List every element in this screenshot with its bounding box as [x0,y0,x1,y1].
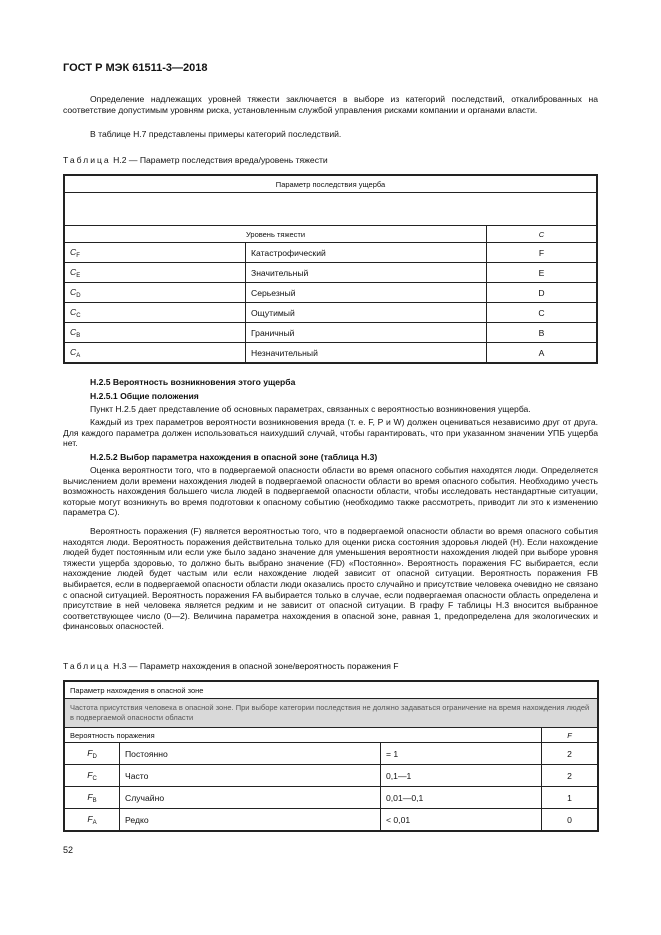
row-code: $F_C$ [64,765,120,787]
table1-caption [63,155,328,165]
row-name: Часто [120,765,381,787]
paragraph-exposure: Вероятность поражения (F) является вероятностью того, что в подвергаемой опасности области во время опасного события находятся люди. Вероятность поражения действительна только для оценки риска состояния здоровья людей (H). Если нахождение людей будет постоянным или если уже было задано значение для уменьшения вероятности нахождения людей при выборе уровня тяжести ущерба здоровью, то должно быть выбрано значение (FD) «Постоянно». Вероятность поражения FC выбирается, если нахождение людей будет частым или если нахождение людей зависит от опасной ситуации. Вероятность поражения FB выбирается, если в подвергаемой опасности области люди оказались просто случайно и присутствие человека очевидно не связано с опасной ситуацией. Вероятность поражения FA выбирается только в случае, если подвергаемая опасности область определена и присутствие в ней человека является редким и не зависит от опасной ситуации. В графу F таблицы Н.3 вносится выбранное соответствующее число (0—2). Величина параметра нахождения в опасной зоне, равная 1, предопределена для экологических и финансовых опасностей. [63,526,598,632]
section-heading-h25: Н.2.5 Вероятность возникновения этого ущерба [90,377,296,387]
table1-blank-row [64,193,597,226]
row-range: 0,1—1 [381,765,542,787]
caption-word: Таблица [63,661,111,671]
table-row [64,303,597,323]
row-value: F [487,243,598,263]
caption-text: Н.2 — Параметр последствия вреда/уровень тяжести [113,155,328,165]
section-heading-h251: Н.2.5.1 Общие положения [90,391,199,401]
row-name: Ощутимый [246,303,487,323]
row-range: < 0,01 [381,809,542,832]
severity-table [63,174,598,364]
exposure-table [63,680,599,832]
table2-col-f: F [542,728,599,743]
table-row [64,283,597,303]
row-value: E [487,263,598,283]
row-name: Постоянно [120,743,381,765]
row-value: 2 [542,743,599,765]
table1-header: Параметр последствия ущерба [64,175,597,193]
row-value: 2 [542,765,599,787]
row-code: $C_A$ [64,343,246,364]
paragraph-occupancy: Оценка вероятности того, что в подвергаемой опасности области во время опасного события находятся люди. Определяется вычислением доли времени нахождения людей в подвергаемой опасности области во время опасного события. Необходимо учесть возможность нахождения большего числа людей в подвергаемой опасности области, чтобы исследовать нестандартные ситуации, которые могут возникнуть во время подготовки к опасному событию (необходимо также рассмотреть, приводит ли это к изменению параметра C). [63,465,598,518]
row-value: D [487,283,598,303]
table1-col-level: Уровень тяжести [64,226,487,243]
row-code: $C_D$ [64,283,246,303]
row-code: $F_D$ [64,743,120,765]
table-row [64,787,598,809]
table2-header: Параметр нахождения в опасной зоне [64,681,598,699]
table-row [64,343,597,364]
document-header: ГОСТ Р МЭК 61511-3—2018 [63,62,208,74]
row-value: C [487,303,598,323]
table-row [64,765,598,787]
intro-paragraph: Определение надлежащих уровней тяжести заключается в выборе из категорий последствий, откалиброванных на соответствие допустимым уровням риска, установленным службой управления рисками компании и органами власти. [63,94,598,115]
row-name: Редко [120,809,381,832]
row-name: Значительный [246,263,487,283]
row-code: $F_B$ [64,787,120,809]
row-name: Незначительный [246,343,487,364]
row-code: $F_A$ [64,809,120,832]
table2-caption [63,661,398,671]
row-code: $C_E$ [64,263,246,283]
paragraph-parameters: Каждый из трех параметров вероятности возникновения вреда (т. е. F, P и W) должен оцениваться независимо друг от друга. Для каждого параметра должен использоваться наихудший случай, чтобы гарантировать, что при указанном значении УПБ ущерба нет. [63,417,598,449]
row-value: B [487,323,598,343]
table-row [64,263,597,283]
row-value: 0 [542,809,599,832]
table-row [64,323,597,343]
row-value: A [487,343,598,364]
table-row [64,743,598,765]
row-range: 0,01—0,1 [381,787,542,809]
table-row [64,243,597,263]
intro-reference: В таблице Н.7 представлены примеры категорий последствий. [90,129,342,139]
row-range: = 1 [381,743,542,765]
caption-text: Н.3 — Параметр нахождения в опасной зоне/вероятность поражения F [113,661,399,671]
table1-col-c: C [487,226,598,243]
section-heading-h252: Н.2.5.2 Выбор параметра нахождения в опасной зоне (таблица Н.3) [90,452,378,462]
table2-col-probability: Вероятность поражения [64,728,542,743]
row-value: 1 [542,787,599,809]
paragraph-h25-intro: Пункт Н.2.5 дает представление об основных параметрах, связанных с вероятностью возникновения ущерба. [90,404,531,414]
table2-note: Частота присутствия человека в опасной зоне. При выборе категории последствия не должно задаваться ограничение на время нахождения людей в подвергаемой опасности области [64,699,598,728]
table-row [64,809,598,832]
caption-word: Таблица [63,155,111,165]
page-number: 52 [63,845,74,855]
row-name: Случайно [120,787,381,809]
row-name: Граничный [246,323,487,343]
row-code: $C_C$ [64,303,246,323]
row-name: Серьезный [246,283,487,303]
row-code: $C_F$ [64,243,246,263]
row-code: $C_B$ [64,323,246,343]
row-name: Катастрофический [246,243,487,263]
